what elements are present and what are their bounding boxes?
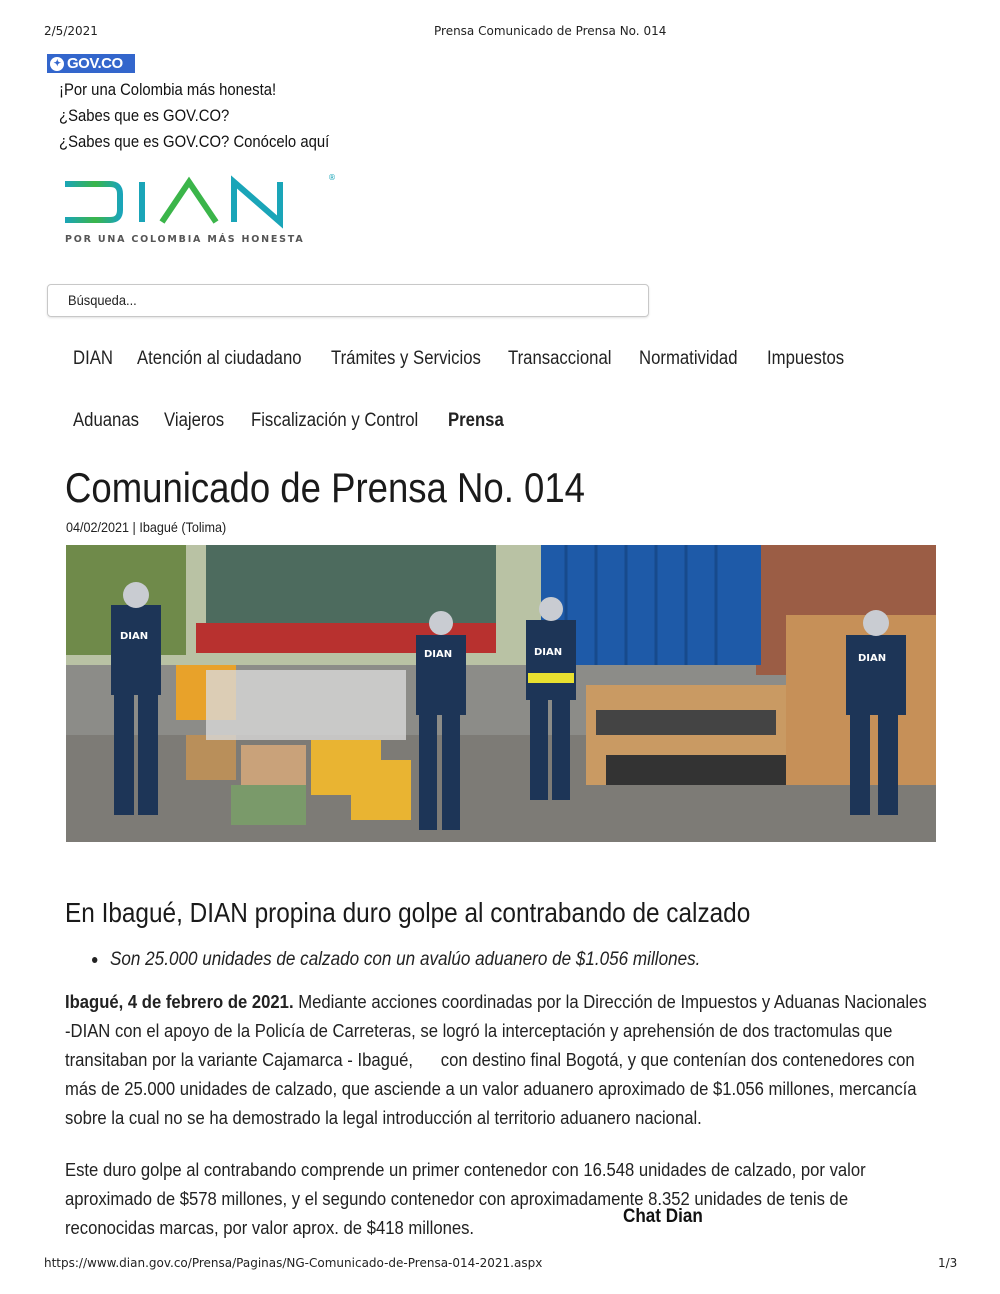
- bullet-text: Son 25.000 unidades de calzado con un avalúo aduanero de $1.056 millones.: [110, 949, 701, 970]
- nav-atencion[interactable]: Atención al ciudadano: [137, 348, 302, 369]
- nav-aduanas[interactable]: Aduanas: [73, 410, 140, 431]
- vest-label-3: DIAN: [534, 647, 563, 658]
- govco-line-2[interactable]: ¿Sabes que es GOV.CO?: [59, 107, 230, 125]
- page-title: Comunicado de Prensa No. 014: [65, 464, 586, 511]
- nav-impuestos[interactable]: Impuestos: [767, 348, 845, 369]
- nav-dian[interactable]: DIAN: [73, 348, 113, 369]
- vest-label-2: DIAN: [424, 649, 453, 660]
- print-title: Prensa Comunicado de Prensa No. 014: [434, 24, 667, 38]
- nav-fiscalizacion[interactable]: Fiscalización y Control: [251, 410, 419, 431]
- nav-prensa[interactable]: Prensa: [448, 410, 504, 431]
- print-url: https://www.dian.gov.co/Prensa/Paginas/NG-Comunicado-de-Prensa-014-2021.aspx: [44, 1256, 543, 1270]
- govco-line-1: ¡Por una Colombia más honesta!: [59, 81, 277, 99]
- article-paragraph-1: [65, 987, 932, 1132]
- print-date: 2/5/2021: [44, 24, 98, 38]
- registered-mark: ®: [328, 173, 336, 182]
- article-subtitle: En Ibagué, DIAN propina duro golpe al contrabando de calzado: [65, 897, 751, 928]
- vest-label-1: DIAN: [120, 631, 149, 642]
- colombia-seal-icon: ✦: [50, 57, 64, 71]
- nav-normatividad[interactable]: Normatividad: [639, 348, 738, 369]
- article-paragraph-2: Este duro golpe al contrabando comprende un primer contenedor con 16.548 unidades de calzado, por valor aproximado de $578 millones, y el segundo contenedor con aproximadamente 8.352 unidades de tenis de reconocidas marcas, por valor aprox. de $418 millones.: [65, 1159, 866, 1238]
- bullet-dot-icon: [92, 957, 97, 963]
- vest-label-4: DIAN: [858, 653, 887, 664]
- paragraph-1-lead: Ibagué, 4 de febrero de 2021.: [65, 991, 294, 1012]
- search-input[interactable]: [47, 284, 649, 317]
- govco-line-3[interactable]: ¿Sabes que es GOV.CO? Conócelo aquí: [59, 133, 330, 151]
- chat-dian-button[interactable]: Chat Dian: [623, 1206, 703, 1227]
- search-placeholder: Búsqueda...: [68, 292, 137, 308]
- nav-transaccional[interactable]: Transaccional: [508, 348, 612, 369]
- govco-badge[interactable]: [47, 54, 135, 73]
- govco-badge-label: GOV.CO: [67, 55, 123, 72]
- nav-tramites[interactable]: Trámites y Servicios: [331, 348, 481, 369]
- logo-tagline: POR UNA COLOMBIA MÁS HONESTA: [65, 234, 305, 245]
- article-bullet: [92, 949, 700, 971]
- article-meta: 04/02/2021 | Ibagué (Tolima): [66, 519, 227, 535]
- article-photo: [66, 545, 936, 842]
- paragraph-1-body: Mediante acciones coordinadas por la Dirección de Impuestos y Aduanas Nacionales -DIAN con el apoyo de la Policía de Carreteras, se logró la interceptación y aprehensión de dos tractomulas que transitaban por la variante Cajamarca - Ibagué, con destino final Bogotá, y que contenían dos contenedores con más de 25.000 unidades de calzado, que asciende a un valor aduanero aproximado de $1.056 millones, mercancía sobre la cual no se ha demostrado la legal introducción al territorio aduanero nacional.: [65, 991, 932, 1128]
- dian-logo[interactable]: [62, 170, 342, 250]
- print-page-number: 1/3: [938, 1256, 958, 1270]
- nav-viajeros[interactable]: Viajeros: [164, 410, 225, 431]
